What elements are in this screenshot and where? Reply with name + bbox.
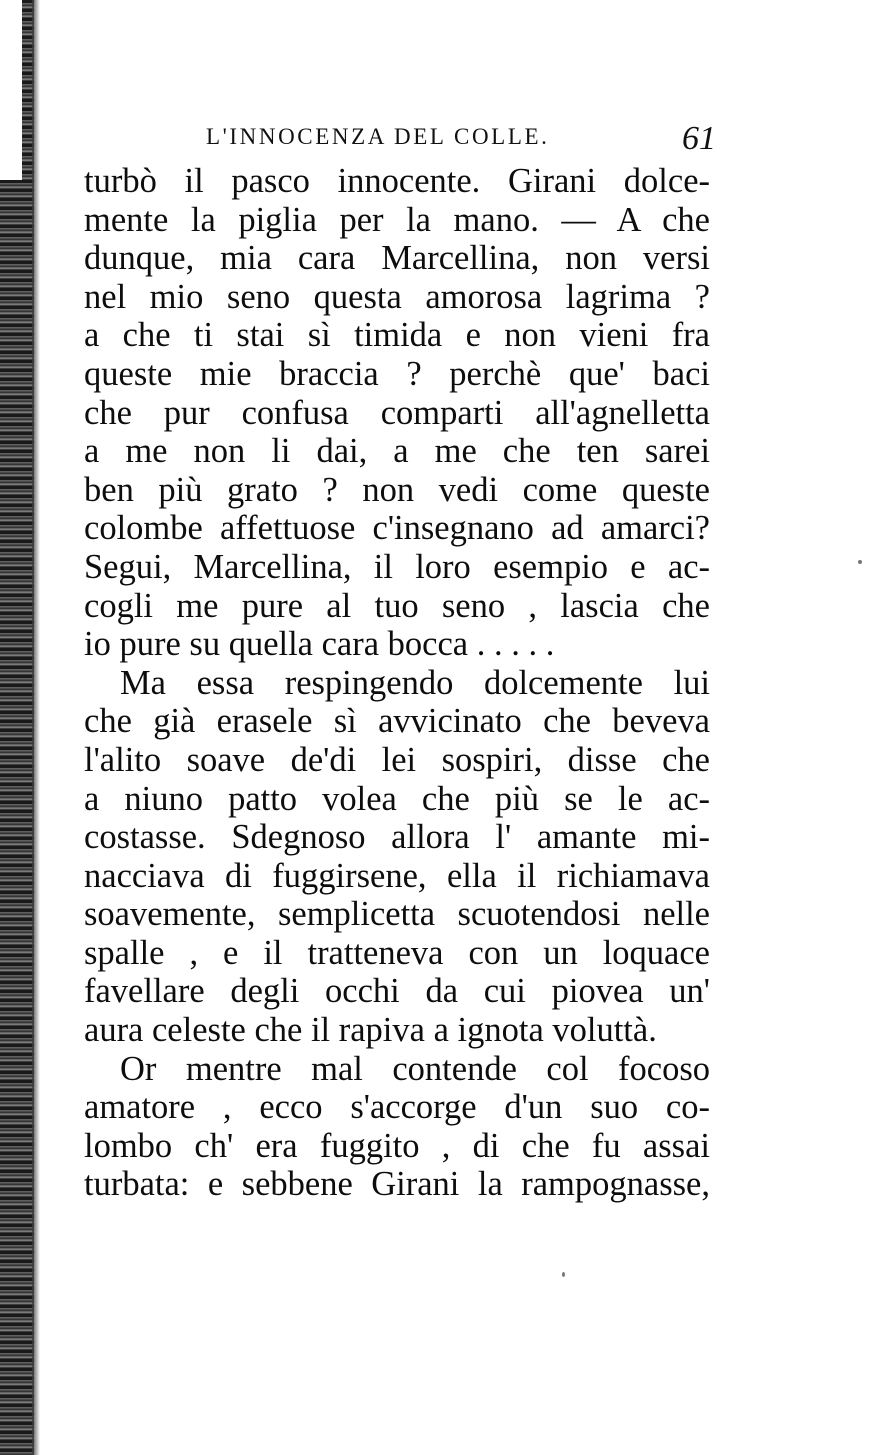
text-line: turbò il pasco innocente. Girani dolce- — [84, 162, 710, 200]
body-text — [84, 162, 710, 1204]
text-line: queste mie braccia ? perchè que' baci — [84, 354, 710, 393]
text-line: spalle , e il tratteneva con un loquace — [84, 933, 710, 972]
text-line: che pur confusa comparti all'agnelletta — [84, 393, 710, 432]
paragraph-end-line: aura celeste che il rapiva a ignota voluttà. — [84, 1011, 657, 1050]
text-line: l'alito soave de'di lei sospiri, disse che — [84, 740, 710, 779]
text-line: turbata: e sebbene Girani la rampognasse, — [84, 1165, 710, 1204]
text-line: mente la piglia per la mano. — A che — [84, 200, 710, 239]
running-title: L'INNOCENZA DEL COLLE. — [206, 124, 550, 149]
text-line: a niuno patto volea che più se le ac- — [84, 779, 710, 818]
text-line: nel mio seno questa amorosa lagrima ? — [84, 277, 710, 316]
paper-speck — [562, 1272, 565, 1277]
text-line: a che ti stai sì timida e non vieni fra — [84, 316, 710, 355]
text-line: ben più grato ? non vedi come queste — [84, 470, 710, 509]
text-line: che già erasele sì avvicinato che beveva — [84, 702, 710, 741]
text-line: cogli me pure al tuo seno , lascia che — [84, 586, 710, 625]
binding-gap — [0, 0, 22, 180]
text-line: amatore , ecco s'accorge d'un suo co- — [84, 1088, 710, 1127]
text-line: nacciava di fuggirsene, ella il richiamava — [84, 856, 710, 895]
text-line: dunque, mia cara Marcellina, non versi — [84, 239, 710, 278]
book-binding-edge — [0, 0, 34, 1455]
text-line: Segui, Marcellina, il loro esempio e ac- — [84, 547, 710, 586]
text-line: costasse. Sdegnoso allora l' amante mi- — [84, 818, 710, 857]
paragraph-start-line: Or mentre mal contende col focoso — [120, 1049, 710, 1088]
paragraph-end-line: io pure su quella cara bocca . . . . . — [84, 625, 555, 664]
text-line: soavemente, semplicetta scuotendosi nelle — [84, 895, 710, 934]
text-line: colombe affettuose c'insegnano ad amarci? — [84, 509, 710, 548]
text-line: lombo ch' era fuggito , di che fu assai — [84, 1126, 710, 1165]
text-line: a me non li dai, a me che ten sarei — [84, 432, 710, 471]
running-head — [206, 120, 716, 156]
page-number: 61 — [682, 120, 716, 157]
paragraph-start-line: Ma essa respingendo dolcemente lui — [120, 663, 710, 702]
paper-speck — [858, 560, 862, 564]
text-line: favellare degli occhi da cui piovea un' — [84, 972, 710, 1011]
